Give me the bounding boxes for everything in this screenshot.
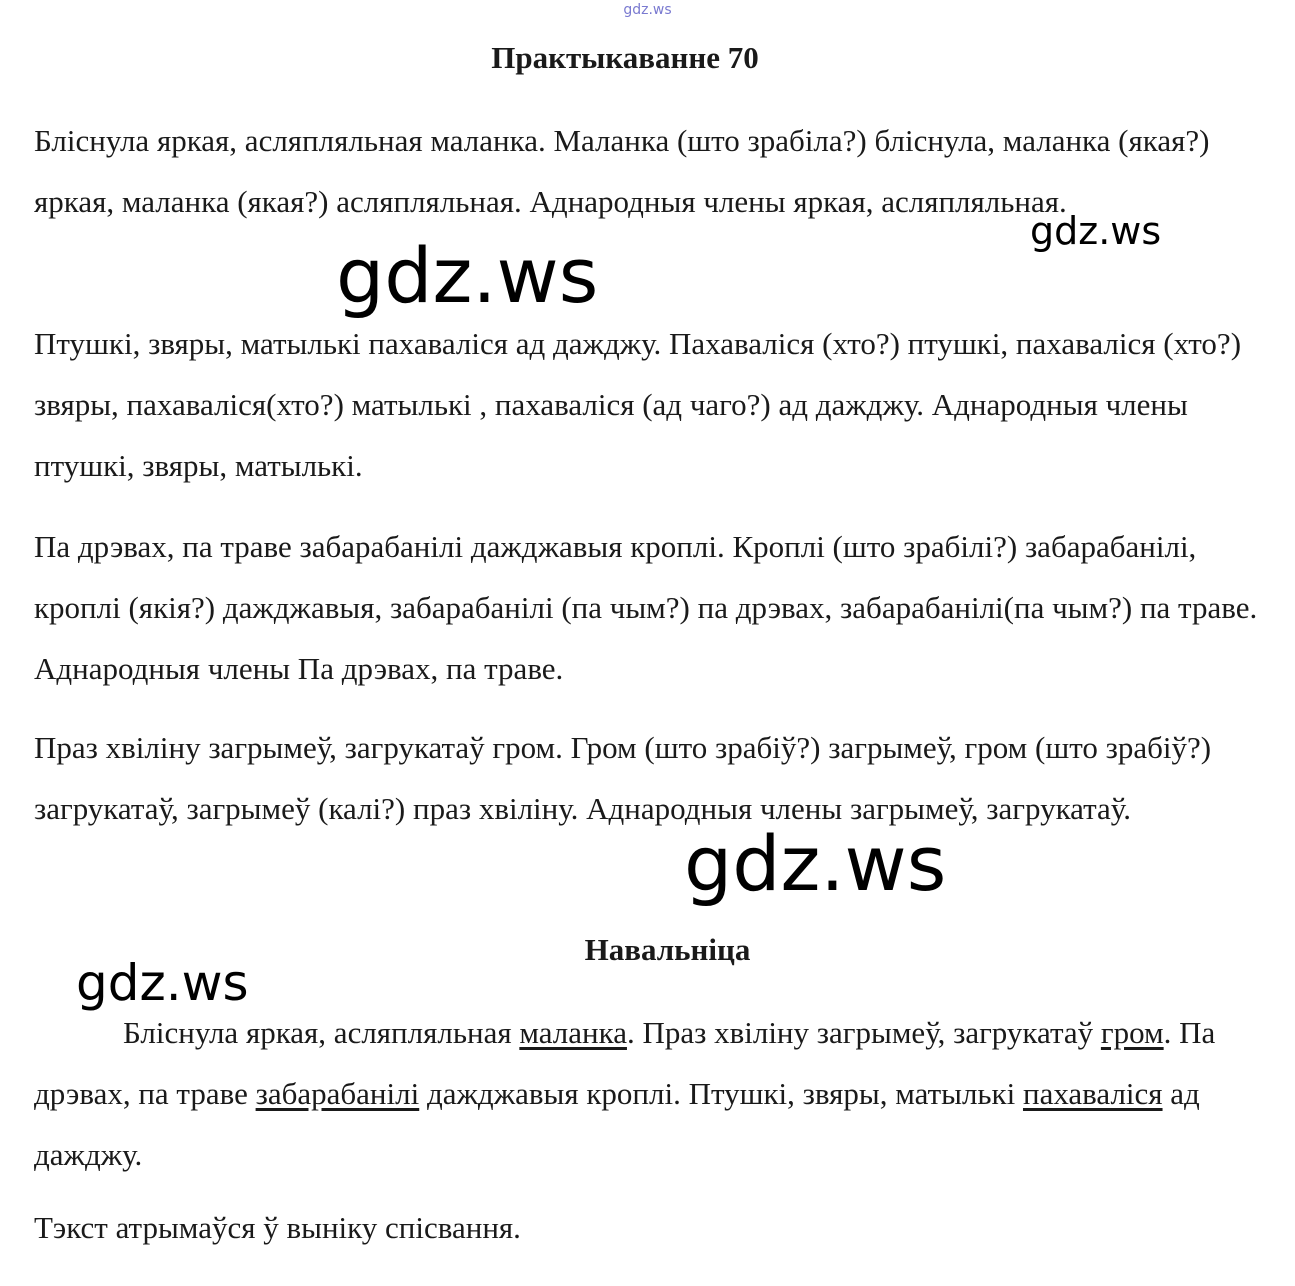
watermark: gdz.ws: [684, 819, 947, 908]
paragraph-2: Птушкі, звяры, матылькі пахаваліся ад дажджу. Пахаваліся (хто?) птушкі, пахаваліся (хто?) звяры, пахаваліся(хто?) матылькі , пахаваліся (ад чаго?) ад дажджу. Аднародныя члены птушкі, звяры, матылькі.: [34, 326, 1242, 483]
story-segment: ад дажджу.: [34, 1076, 1200, 1172]
underlined-word-lightning: маланка: [519, 1015, 627, 1050]
page-title: Практыкаванне 70: [491, 40, 759, 75]
paragraph-3: Па дрэвах, па траве забарабанілі дажджавыя кроплі. Кроплі (што зрабілі?) забарабанілі, кроплі (якія?) дажджавыя, забарабанілі (па чым?) па дрэвах, забарабанілі(па чым?) па траве. Аднародныя члены Па дрэвах, па траве.: [34, 529, 1258, 686]
story-segment: . Праз хвіліну загрымеў, загрукатаў: [626, 1015, 1101, 1050]
paragraph-1: Бліснула яркая, асляпляльная маланка. Маланка (што зрабіла?) бліснула, маланка (якая?) яркая, маланка (якая?) асляпляльная. Аднародныя члены яркая, асляпляльная.: [34, 123, 1210, 219]
story-segment: Бліснула яркая, асляпляльная: [123, 1015, 520, 1050]
paragraph-4: Праз хвіліну загрымеў, загрукатаў гром. Гром (што зрабіў?) загрымеў, гром (што зрабіў?) загрукатаў, загрымеў (калі?) праз хвіліну. Аднародныя члены загрымеў, загрукатаў.: [34, 730, 1212, 826]
story-segment: дажджавыя кроплі. Птушкі, звяры, матылькі: [419, 1076, 1023, 1111]
story-segment: . Па дрэвах, па траве: [34, 1015, 1216, 1111]
underlined-word-hid: пахаваліся: [1022, 1076, 1163, 1111]
story-text: [34, 1002, 1259, 1185]
watermark: gdz.ws: [1030, 209, 1162, 253]
story-title: Навальніца: [584, 932, 751, 967]
underlined-word-thunder: гром: [1100, 1015, 1164, 1050]
watermark: gdz.ws: [336, 231, 599, 320]
top-watermark: gdz.ws: [623, 2, 672, 18]
underlined-word-drummed: забарабанілі: [255, 1076, 420, 1111]
watermark: gdz.ws: [76, 954, 249, 1012]
final-note: Тэкст атрымаўся ў выніку спісвання.: [34, 1210, 521, 1245]
